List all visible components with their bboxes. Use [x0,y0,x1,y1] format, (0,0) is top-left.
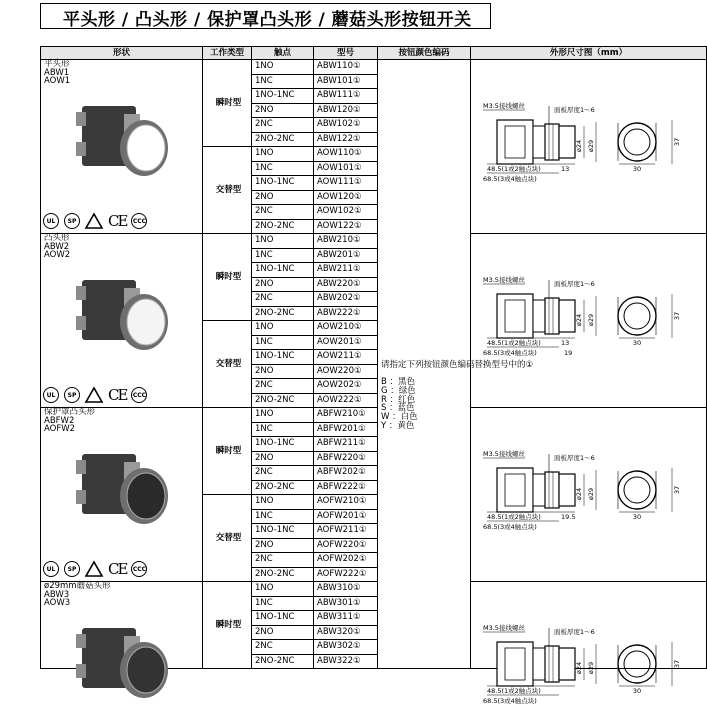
contact-cell: 1NC [252,335,314,350]
height-label: 37 [673,659,681,669]
width-label: 30 [632,165,642,173]
certification-marks [43,213,147,229]
screw-label: M3.5接线螺丝 [483,276,525,284]
color-code-item: G ：绿色 [381,385,416,396]
color-code-item: Y ：黄色 [381,420,415,431]
certification-marks [43,387,147,403]
header-contact: 触点 [252,47,314,60]
ccc-mark-icon: CCC [131,387,147,403]
model-cell: ABW102① [314,118,378,133]
ul-mark-icon: UL [43,387,59,403]
model-cell: ABW322① [314,654,378,669]
contact-cell: 1NO [252,582,314,597]
contact-cell: 1NC [252,74,314,89]
collar-outline [533,474,545,506]
collar-outline [533,300,545,332]
head-offset-label: 19.5 [561,513,576,521]
model-cell: AOFW210① [314,495,378,510]
contact-cell: 2NO [252,190,314,205]
contact-cell: 1NO-1NC [252,350,314,365]
contact-cell: 2NC [252,118,314,133]
button-head-outline [559,300,575,332]
collar-outline [533,648,545,680]
operation-type-cell: 瞬时型 [203,582,252,669]
nut-outline [545,298,559,334]
front-view-inner [624,477,650,503]
model-cell: ABFW211① [314,437,378,452]
model-cell: AOW101① [314,161,378,176]
triangle-mark-icon [85,387,103,403]
shape-line: ABFW2 [44,415,75,426]
panel-thickness-label: 面板厚度1～6 [554,454,595,462]
width-label: 30 [632,687,642,695]
shape-line: AOW1 [44,76,71,86]
diameter-large-label: ø29 [587,661,595,675]
operation-type-cell: 交替型 [203,495,252,582]
model-cell: AOW211① [314,350,378,365]
length-long-label: 68.5(3或4触点块) [483,175,537,183]
header-model: 型号 [314,47,378,60]
panel-thickness-label: 面板厚度1～6 [554,106,595,114]
contact-cell: 1NO-1NC [252,89,314,104]
shape-cell [41,60,203,234]
contact-cell: 1NO-1NC [252,263,314,278]
contact-cell: 2NC [252,292,314,307]
contact-cell: 1NO-1NC [252,611,314,626]
width-label: 30 [632,513,642,521]
length-long-label: 68.5(3或4触点块) [483,349,537,357]
contact-cell: 2NC [252,553,314,568]
diameter-large-label: ø29 [587,313,595,327]
diameter-small-label: ø24 [575,661,583,675]
terminal-screw-bottom [76,490,86,504]
operation-type-cell: 交替型 [203,321,252,408]
front-view-inner [624,303,650,329]
sp-mark-icon: SP [64,213,80,229]
model-cell: ABW201① [314,248,378,263]
model-cell: ABW310① [314,582,378,597]
height-label: 37 [673,485,681,495]
sp-mark-icon: SP [64,387,80,403]
model-cell: AOW102① [314,205,378,220]
model-cell: ABW101① [314,74,378,89]
shape-line: ABW2 [44,241,70,252]
dimension-drawing [479,256,703,356]
height-label: 37 [673,311,681,321]
diameter-small-label: ø24 [575,487,583,501]
contact-cell: 2NO [252,277,314,292]
contact-cell: 2NO-2NC [252,306,314,321]
shape-line: 保护罩凸头形 [44,407,96,417]
length-short-label: 48.5(1或2触点块) [487,339,541,347]
button-head-outline [559,126,575,158]
shape-label [44,582,202,608]
sp-mark-icon: SP [64,561,80,577]
contact-cell: 2NO-2NC [252,132,314,147]
collar-outline [533,126,545,158]
model-cell: AOW111① [314,176,378,191]
model-cell: ABW301① [314,596,378,611]
switch-button-cap [127,125,165,171]
body-outline [497,642,533,686]
switch-button-cap [127,647,165,693]
diameter-large-label: ø29 [587,139,595,153]
shape-line: AOFW2 [44,424,76,434]
length-long-label: 68.5(3或4触点块) [483,697,537,705]
table-row [41,582,707,597]
contact-cell: 2NO [252,538,314,553]
contact-cell: 2NO-2NC [252,393,314,408]
ul-mark-icon: UL [43,213,59,229]
switch-button-cap [127,473,165,519]
contact-cell: 2NO [252,625,314,640]
model-cell: AOFW201① [314,509,378,524]
model-cell: AOFW222① [314,567,378,582]
contact-cell: 1NC [252,509,314,524]
ccc-mark-icon: CCC [131,213,147,229]
model-cell: ABW222① [314,306,378,321]
color-code-block [381,359,534,431]
contact-cell: 1NO-1NC [252,524,314,539]
dimension-drawing [479,604,703,704]
model-cell: ABW220① [314,277,378,292]
triangle-mark-icon [85,213,103,229]
product-table [40,46,707,705]
terminal-screw-top [76,286,86,300]
panel-thickness-label: 面板厚度1～6 [554,628,595,636]
dimension-cell [471,60,707,234]
head-offset2-label: 19 [564,349,573,357]
shape-line: AOW3 [44,598,71,608]
length-short-label: 48.5(1或2触点块) [487,165,541,173]
contact-cell: 1NO [252,495,314,510]
shape-label [44,60,202,86]
dimension-drawing [479,82,703,182]
width-label: 30 [632,339,642,347]
model-cell: ABW111① [314,89,378,104]
terminal-screw-top [76,460,86,474]
contact-cell: 1NO [252,60,314,75]
model-cell: ABW210① [314,234,378,249]
height-label: 37 [673,137,681,147]
contact-cell: 1NO [252,408,314,423]
ce-mark-icon: CE [108,559,127,578]
triangle-mark-icon [85,561,103,577]
table-row [41,234,707,249]
contact-cell: 1NO [252,321,314,336]
contact-cell: 2NC [252,205,314,220]
front-view-inner [624,129,650,155]
panel-thickness-label: 面板厚度1～6 [554,280,595,288]
screw-label: M3.5接线螺丝 [483,624,525,632]
contact-cell: 2NO-2NC [252,567,314,582]
model-cell: ABW320① [314,625,378,640]
terminal-screw-bottom [76,316,86,330]
head-offset-label: 13 [561,165,570,173]
contact-cell: 1NO [252,147,314,162]
header-color-code: 按钮颜色编码 [378,47,471,60]
switch-button-cap [127,299,165,345]
contact-cell: 2NO [252,364,314,379]
terminal-screw-bottom [76,664,86,678]
operation-type-cell: 交替型 [203,147,252,234]
table-row [41,60,707,75]
color-code-item: R ：红色 [381,394,416,405]
contact-cell: 1NO [252,234,314,249]
model-cell: AOW210① [314,321,378,336]
contact-cell: 2NO [252,451,314,466]
page-title-box [40,3,491,29]
model-cell: AOW110① [314,147,378,162]
body-outline [497,294,533,338]
shape-label [44,234,202,260]
diameter-small-label: ø24 [575,313,583,327]
contact-cell: 2NC [252,640,314,655]
body-outline [497,468,533,512]
model-cell: ABW211① [314,263,378,278]
screw-label: M3.5接线螺丝 [483,450,525,458]
button-head-outline [559,474,575,506]
color-code-item: S ：蓝色 [381,403,415,414]
shape-line: ø29mm蘑菇头形 [44,581,111,591]
triangle-mark-shape [85,213,103,229]
header-shape: 形状 [41,47,203,60]
switch-photo [74,622,172,707]
terminal-screw-bottom [76,142,86,156]
nut-outline [545,472,559,508]
nut-outline [545,646,559,682]
shape-line: 凸头形 [44,233,70,243]
color-code-item: B ：黑色 [381,377,416,387]
model-cell: ABFW220① [314,451,378,466]
model-cell: AOW120① [314,190,378,205]
terminal-screw-top [76,634,86,648]
model-cell: AOW220① [314,364,378,379]
switch-photo [74,274,172,359]
table-header-row [41,47,707,60]
model-cell: ABW302① [314,640,378,655]
shape-cell [41,408,203,582]
contact-cell: 2NO-2NC [252,480,314,495]
terminal-screw-top [76,112,86,126]
model-cell: AOFW211① [314,524,378,539]
dimension-cell [471,408,707,582]
model-cell: ABW120① [314,103,378,118]
contact-cell: 1NC [252,248,314,263]
page-title: 平头形 / 凸头形 / 保护罩凸头形 / 蘑菇头形按钮开关 [63,10,472,30]
header-dimensions: 外形尺寸图（mm） [471,47,707,60]
contact-cell: 1NC [252,161,314,176]
operation-type-cell: 瞬时型 [203,60,252,147]
ce-mark-icon: CE [108,385,127,404]
color-code-list [381,378,470,431]
header-type: 工作类型 [203,47,252,60]
nut-outline [545,124,559,160]
shape-line: ABW1 [44,67,70,78]
contact-cell: 1NO-1NC [252,176,314,191]
dimension-drawing [479,430,703,530]
contact-cell: 1NC [252,596,314,611]
switch-photo [74,448,172,533]
head-offset-label: 13 [561,339,570,347]
model-cell: ABW122① [314,132,378,147]
shape-line: AOW2 [44,250,71,260]
model-cell: ABFW210① [314,408,378,423]
table-row [41,408,707,423]
triangle-mark-shape [85,387,103,403]
length-short-label: 48.5(1或2触点块) [487,513,541,521]
model-cell: AOFW202① [314,553,378,568]
dimension-cell [471,234,707,408]
shape-label [44,408,202,434]
ul-mark-icon: UL [43,561,59,577]
model-cell: AOW122① [314,219,378,234]
shape-line: ABW3 [44,589,70,600]
button-head-outline [559,648,575,680]
contact-cell: 2NO-2NC [252,219,314,234]
contact-cell: 1NC [252,422,314,437]
contact-cell: 2NO [252,103,314,118]
model-cell: ABW311① [314,611,378,626]
length-long-label: 68.5(3或4触点块) [483,523,537,531]
model-cell: AOW201① [314,335,378,350]
front-view-inner [624,651,650,677]
ce-mark-icon: CE [108,211,127,230]
model-cell: ABFW201① [314,422,378,437]
body-outline [497,120,533,164]
contact-cell: 2NC [252,466,314,481]
model-cell: ABW202① [314,292,378,307]
contact-cell: 2NO-2NC [252,654,314,669]
dimension-cell [471,582,707,705]
ccc-mark-icon: CCC [131,561,147,577]
triangle-mark-shape [85,561,103,577]
shape-line: 平头形 [44,59,70,69]
model-cell: ABFW222① [314,480,378,495]
model-cell: AOFW220① [314,538,378,553]
operation-type-cell: 瞬时型 [203,408,252,495]
operation-type-cell: 瞬时型 [203,234,252,321]
contact-cell: 1NO-1NC [252,437,314,452]
color-code-item: W ：白色 [381,412,418,423]
contact-cell: 2NC [252,379,314,394]
diameter-large-label: ø29 [587,487,595,501]
certification-marks [43,561,147,577]
color-code-intro: 请指定下列按钮颜色编码替换型号中的① [381,360,534,370]
screw-label: M3.5接线螺丝 [483,102,525,110]
diameter-small-label: ø24 [575,139,583,153]
shape-cell [41,582,203,669]
shape-cell [41,234,203,408]
model-cell: AOW222① [314,393,378,408]
model-cell: ABFW202① [314,466,378,481]
model-cell: ABW110① [314,60,378,75]
model-cell: AOW202① [314,379,378,394]
switch-photo [74,100,172,185]
length-short-label: 48.5(1或2触点块) [487,687,541,695]
